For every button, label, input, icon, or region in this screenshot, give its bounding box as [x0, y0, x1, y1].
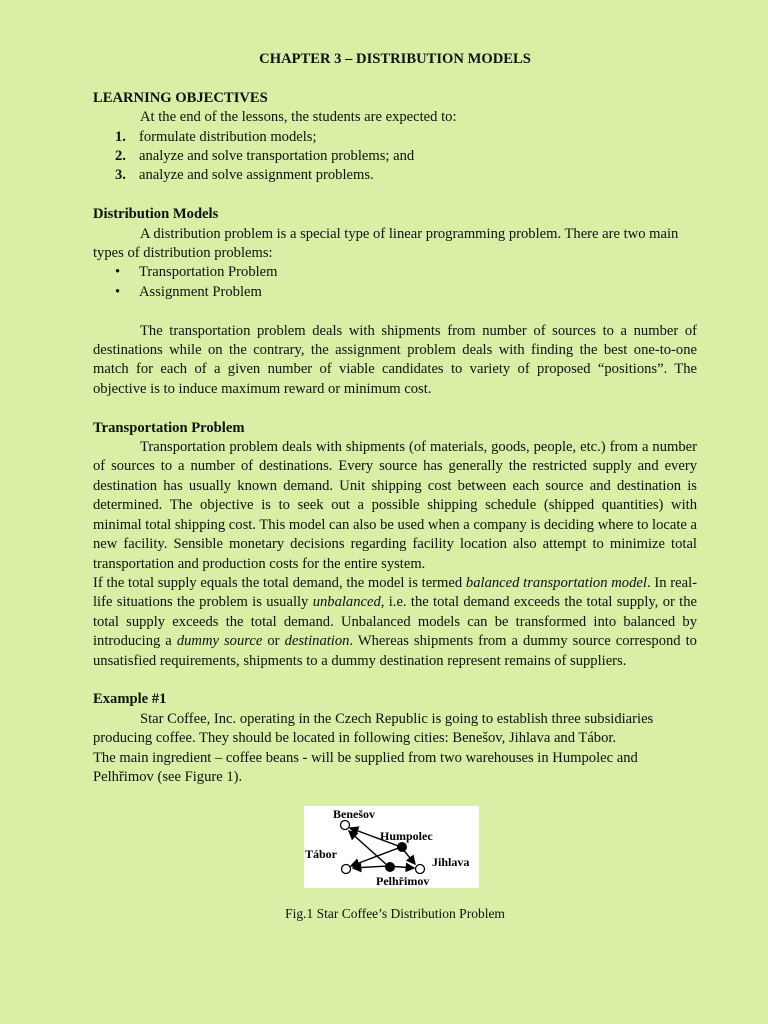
label-humpolec: Humpolec [380, 829, 433, 844]
distribution-bullets [93, 263, 697, 302]
node-humpolec [397, 842, 407, 852]
example-heading: Example #1 [93, 691, 167, 708]
node-jihlava [416, 865, 425, 874]
distribution-intro: A distribution problem is a special type of linear programming problem. There are two main types of distribution problems: [93, 225, 679, 262]
objectives-list [93, 128, 697, 186]
label-jihlava: Jihlava [432, 855, 470, 870]
label-tabor: Tábor [305, 847, 338, 862]
bullet-icon: • [115, 283, 121, 300]
list-item: • Transportation Problem [93, 263, 697, 282]
list-item: 1. formulate distribution models; [115, 128, 317, 145]
chapter-title: CHAPTER 3 – DISTRIBUTION MODELS [259, 51, 531, 67]
transportation-heading: Transportation Problem [93, 419, 245, 436]
list-item: 3. analyze and solve assignment problems. [115, 167, 374, 184]
edge-pelhrimov-tabor [353, 866, 388, 868]
example-paragraph-1: Star Coffee, Inc. operating in the Czech Republic is going to establish three subsidiaries producing coffee. They should be located in following cities: Benešov, Jihlava and Tábor. [93, 710, 654, 747]
node-benesov [341, 821, 350, 830]
figure-caption: Fig.1 Star Coffee’s Distribution Problem [285, 906, 505, 922]
objectives-heading: LEARNING OBJECTIVES [93, 89, 268, 106]
node-pelhrimov [385, 862, 395, 872]
document-body [93, 50, 697, 924]
label-benesov: Benešov [333, 807, 375, 822]
example-paragraph-2: The main ingredient – coffee beans - will be supplied from two warehouses in Humpolec and Pelhřimov (see Figure 1). [93, 749, 638, 785]
node-tabor [342, 865, 351, 874]
distribution-paragraph: The transportation problem deals with shipments from number of sources to a number of destinations while on the contrary, the assignment problem deals with finding the best one-to-one match for each of a given number of viable candidates to variety of proposed “positions”. The objective is to induce maximum reward or minimum cost. [93, 322, 697, 397]
edge-humpolec-tabor [351, 847, 401, 866]
list-item: 2. analyze and solve transportation problems; and [115, 148, 415, 165]
bullet-icon: • [115, 264, 121, 281]
list-item: • Assignment Problem [93, 283, 697, 302]
label-pelhrimov: Pelhřimov [376, 874, 430, 889]
transportation-paragraph-2: If the total supply equals the total demand, the model is termed balanced transportation model. In real-life situations the problem is usually unbalanced, i.e. the total demand exceeds the total supply, or the total supply exceeds the total demand. Unbalanced models can be transformed into balanced by introducing a dummy source or destination. Whereas shipments from a dummy source correspond to unsatisfied requirements, shipments to a dummy destination represent remains of suppliers. [93, 574, 698, 669]
distribution-network-diagram [304, 806, 479, 888]
transportation-paragraph-1: Transportation problem deals with shipments (of materials, goods, people, etc.) from a number of sources to a number of destinations. Every source has generally the restricted supply and every destination has usually known demand. Unit shipping cost between each source and destination is determined. The objective is to seek out a possible shipping schedule (shipped quantities) with minimal total shipping cost. This model can also be used when a company is deciding where to locate a new facility. Sensible monetary decisions regarding facility location also attempt to minimize total transportation and production costs for the entire system. [93, 439, 698, 572]
distribution-heading: Distribution Models [93, 206, 219, 223]
distribution-figure [304, 806, 479, 888]
objectives-intro: At the end of the lessons, the students are expected to: [140, 109, 457, 126]
